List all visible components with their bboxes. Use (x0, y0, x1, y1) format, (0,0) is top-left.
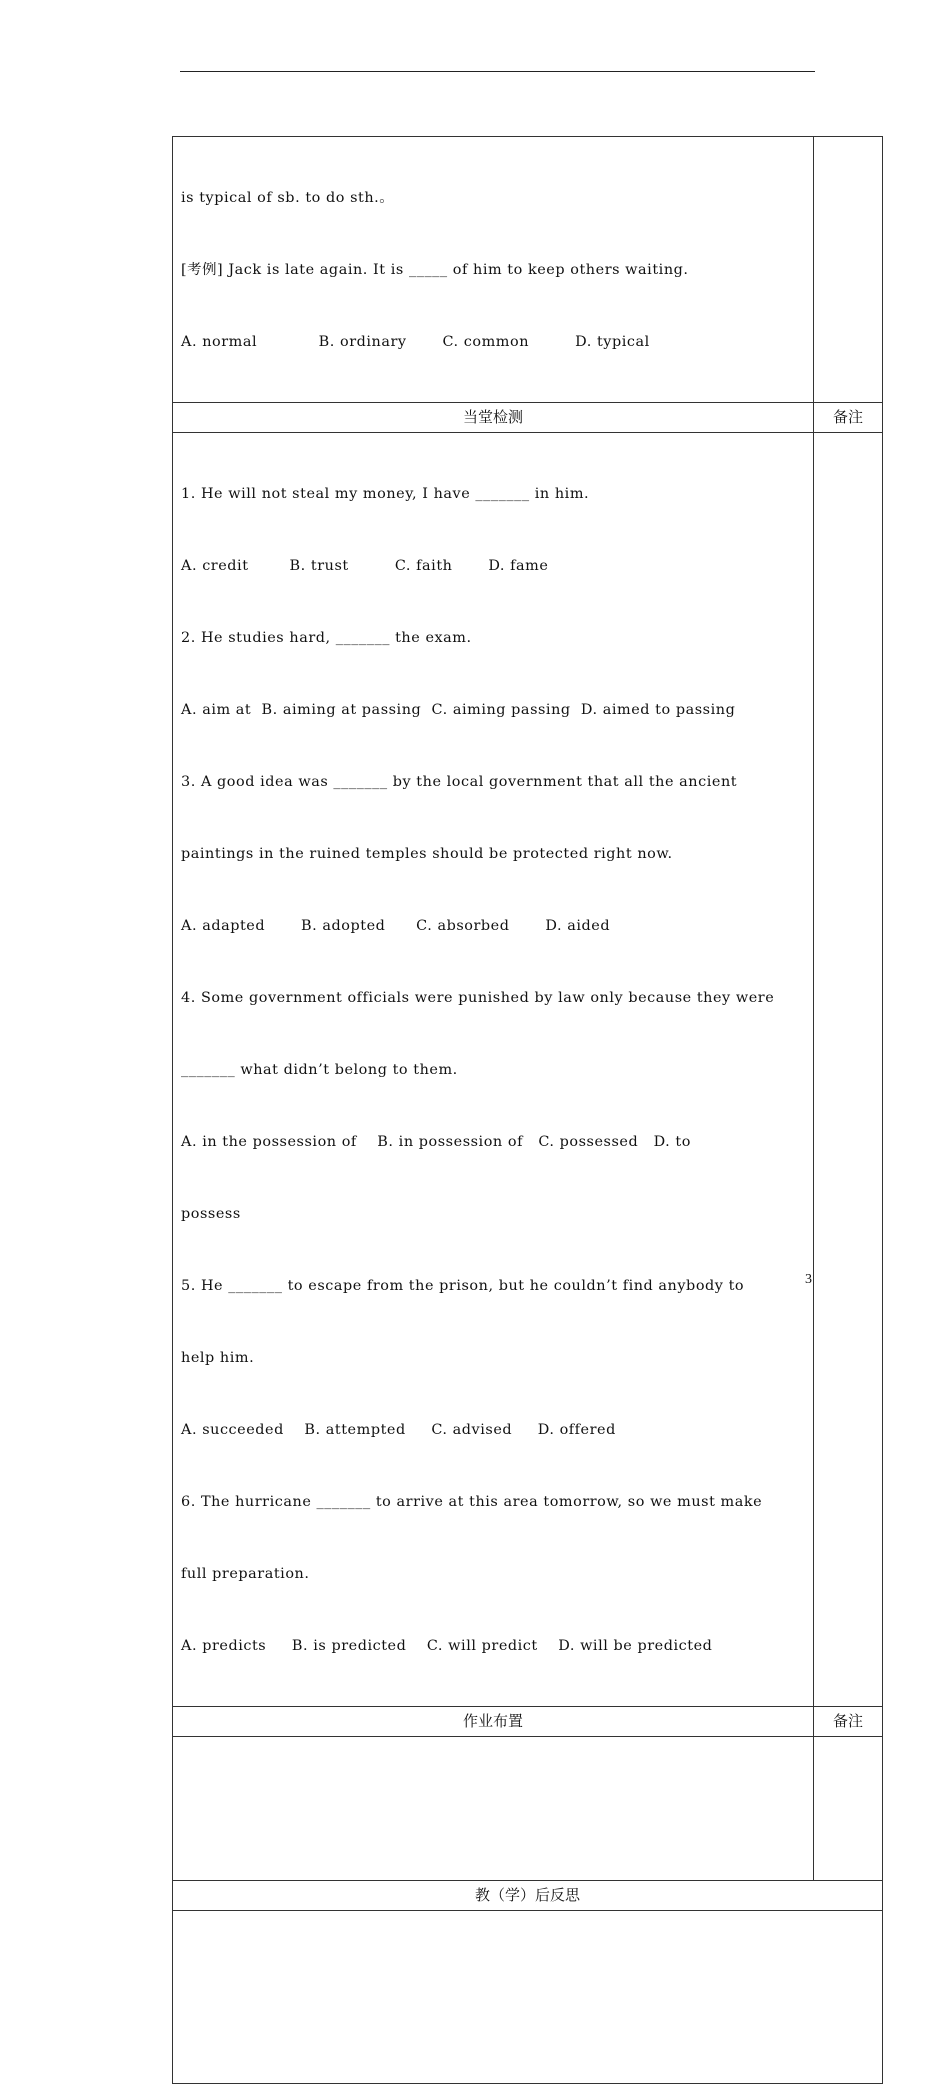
section-title-reflection: 教（学）后反思 (173, 1881, 883, 1911)
option-line: A. predicts B. is predicted C. will predict D. will be predicted (181, 1638, 713, 1654)
section-title-test: 当堂检测 (173, 403, 814, 433)
question-line: 5. He _______ to escape from the prison, but he couldn’t find anybody to (181, 1278, 745, 1294)
note-header: 备注 (814, 403, 883, 433)
option-line: A. credit B. trust C. faith D. fame (181, 558, 549, 574)
intro-cell (173, 137, 814, 403)
question-line: 3. A good idea was _______ by the local government that all the ancient (181, 774, 738, 790)
intro-line: [考例] Jack is late again. It is _____ of him to keep others waiting. (181, 262, 689, 278)
question-line: help him. (181, 1350, 255, 1366)
header-rule (180, 71, 815, 72)
note-header: 备注 (814, 1707, 883, 1737)
question-line: _______ what didn’t belong to them. (181, 1062, 458, 1078)
questions-note-cell (814, 433, 883, 1707)
question-line: 1. He will not steal my money, I have _______ in him. (181, 486, 590, 502)
question-line: 4. Some government officials were punished by law only because they were (181, 990, 775, 1006)
option-line: A. aim at B. aiming at passing C. aiming passing D. aimed to passing (181, 702, 736, 718)
option-line: possess (181, 1206, 241, 1222)
option-line: A. adapted B. adopted C. absorbed D. aided (181, 918, 611, 934)
page-number: 3 (805, 1272, 812, 1287)
question-line: 2. He studies hard, _______ the exam. (181, 630, 472, 646)
intro-note-cell (814, 137, 883, 403)
intro-line: is typical of sb. to do sth.。 (181, 190, 395, 206)
question-line: paintings in the ruined temples should be protected right now. (181, 846, 673, 862)
lesson-table (172, 136, 883, 2084)
homework-note-cell (814, 1737, 883, 1881)
homework-cell (173, 1737, 814, 1881)
section-title-homework: 作业布置 (173, 1707, 814, 1737)
questions-cell (173, 433, 814, 1707)
question-line: 6. The hurricane _______ to arrive at this area tomorrow, so we must make (181, 1494, 763, 1510)
question-line: full preparation. (181, 1566, 310, 1582)
intro-line: A. normal B. ordinary C. common D. typical (181, 334, 650, 350)
reflection-cell (173, 1911, 883, 2084)
option-line: A. succeeded B. attempted C. advised D. offered (181, 1422, 616, 1438)
option-line: A. in the possession of B. in possession of C. possessed D. to (181, 1134, 691, 1150)
